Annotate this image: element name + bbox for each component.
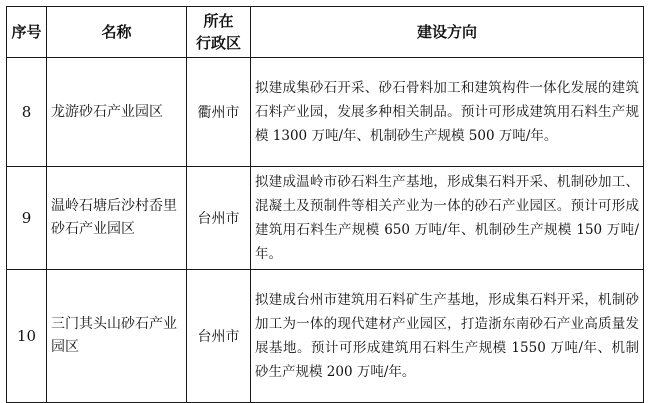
header-region-line2: 行政区 [195, 34, 241, 52]
table-row [7, 58, 644, 167]
header-name: 名称 [47, 7, 187, 58]
header-region [187, 7, 251, 58]
cell-no: 9 [7, 167, 47, 270]
cell-direction: 拟建成台州市建筑用石料矿生产基地，形成集石料开采，机制砂加工为一体的现代建材产业园区，打造浙东南砂石产业高质量发展基地。预计可形成建筑用石料生产规模 1550 万吨/年、机制砂生产规模 200 万吨/年。 [251, 270, 644, 403]
cell-name: 温岭石塘后沙村岙里砂石产业园区 [47, 167, 187, 270]
cell-no: 8 [7, 58, 47, 167]
table-header-row [7, 7, 644, 58]
cell-no: 10 [7, 270, 47, 403]
table-row [7, 270, 644, 403]
cell-direction: 拟建成温岭市砂石料生产基地，形成集石料开采、机制砂加工、混凝土及预制件等相关产业为一体的砂石产业园区。预计可形成建筑用石料生产规模 650 万吨/年、机制砂生产规模 150 万吨/年。 [251, 167, 644, 270]
table-row [7, 167, 644, 270]
sand-gravel-park-table [6, 6, 644, 403]
cell-name: 龙游砂石产业园区 [47, 58, 187, 167]
cell-region: 台州市 [187, 167, 251, 270]
header-no: 序号 [7, 7, 47, 58]
cell-region: 台州市 [187, 270, 251, 403]
cell-direction: 拟建成集砂石开采、砂石骨料加工和建筑构件一体化发展的建筑石料产业园，发展多种相关制品。预计可形成建筑用石料生产规模 1300 万吨/年、机制砂生产规模 500 万吨/年。 [251, 58, 644, 167]
cell-name: 三门其头山砂石产业园区 [47, 270, 187, 403]
header-direction: 建设方向 [251, 7, 644, 58]
header-region-line1: 所在 [203, 12, 234, 30]
cell-region: 衢州市 [187, 58, 251, 167]
